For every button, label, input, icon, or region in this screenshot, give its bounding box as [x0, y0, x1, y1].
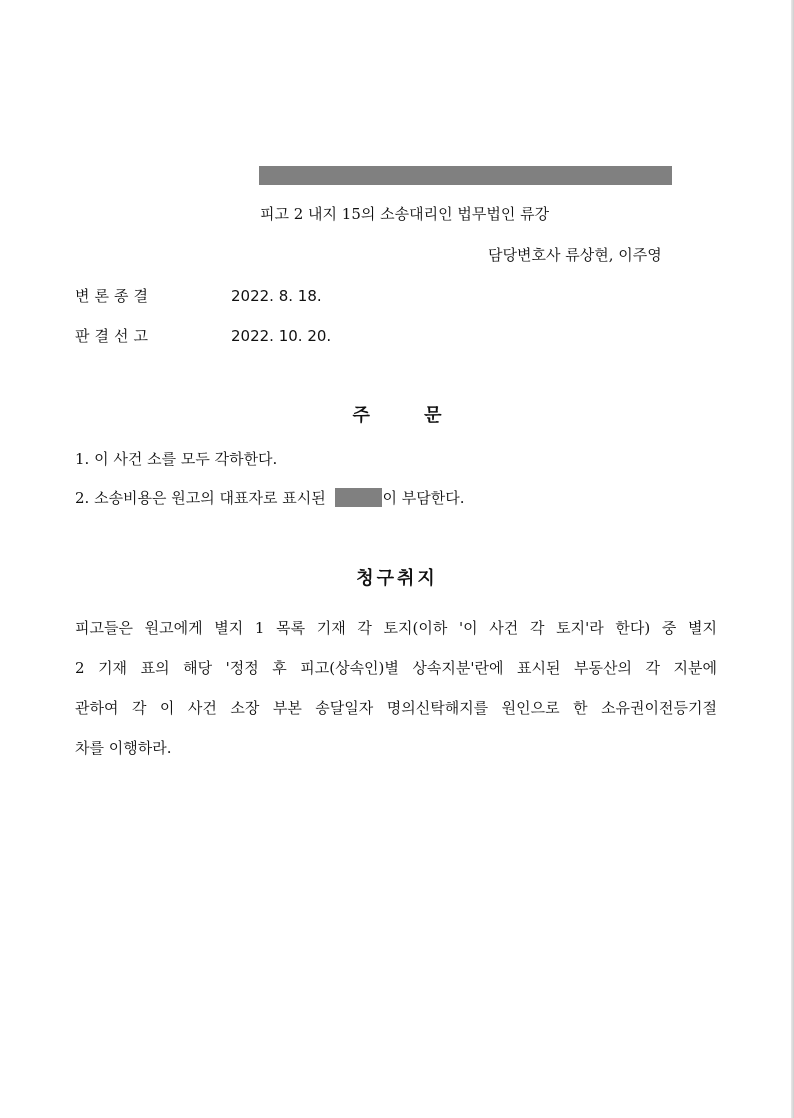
- judgment-date: 2022. 10. 20.: [231, 327, 332, 345]
- claim-line-3: 관하여 각 이 사건 소장 부본 송달일자 명의신탁해지를 원인으로 한 소유권이전등기절: [75, 699, 717, 717]
- claim-line-4: 차를 이행하라.: [75, 739, 172, 757]
- attorneys-line: 담당변호사 류상현, 이주영: [488, 246, 662, 264]
- counsel-line: 피고 2 내지 15의 소송대리인 법무법인 류강: [260, 205, 550, 223]
- order-item-1: 1. 이 사건 소를 모두 각하한다.: [75, 450, 278, 468]
- redacted-name-box: [335, 488, 382, 507]
- claim-line-2: 2 기재 표의 해당 '정정 후 피고(상속인)별 상속지분'란에 표시된 부동산의 각 지분에: [75, 659, 717, 677]
- order-section-title: 주 문: [352, 405, 442, 426]
- order-item-2-text-before: 2. 소송비용은 원고의 대표자로 표시된: [75, 489, 331, 507]
- claim-section-title: 청구취지: [356, 568, 438, 589]
- judgment-date-label: 판결선고: [75, 327, 153, 345]
- argument-closed-date: 2022. 8. 18.: [231, 287, 322, 305]
- order-item-2: [75, 488, 465, 508]
- claim-line-1: 피고들은 원고에게 별지 1 목록 기재 각 토지(이하 '이 사건 각 토지'라 한다) 중 별지: [75, 619, 717, 637]
- order-item-2-text-after: 이 부담한다.: [382, 489, 465, 507]
- claim-body: [75, 608, 717, 768]
- argument-closed-label: 변론종결: [75, 287, 153, 305]
- redacted-party-bar: [259, 166, 672, 185]
